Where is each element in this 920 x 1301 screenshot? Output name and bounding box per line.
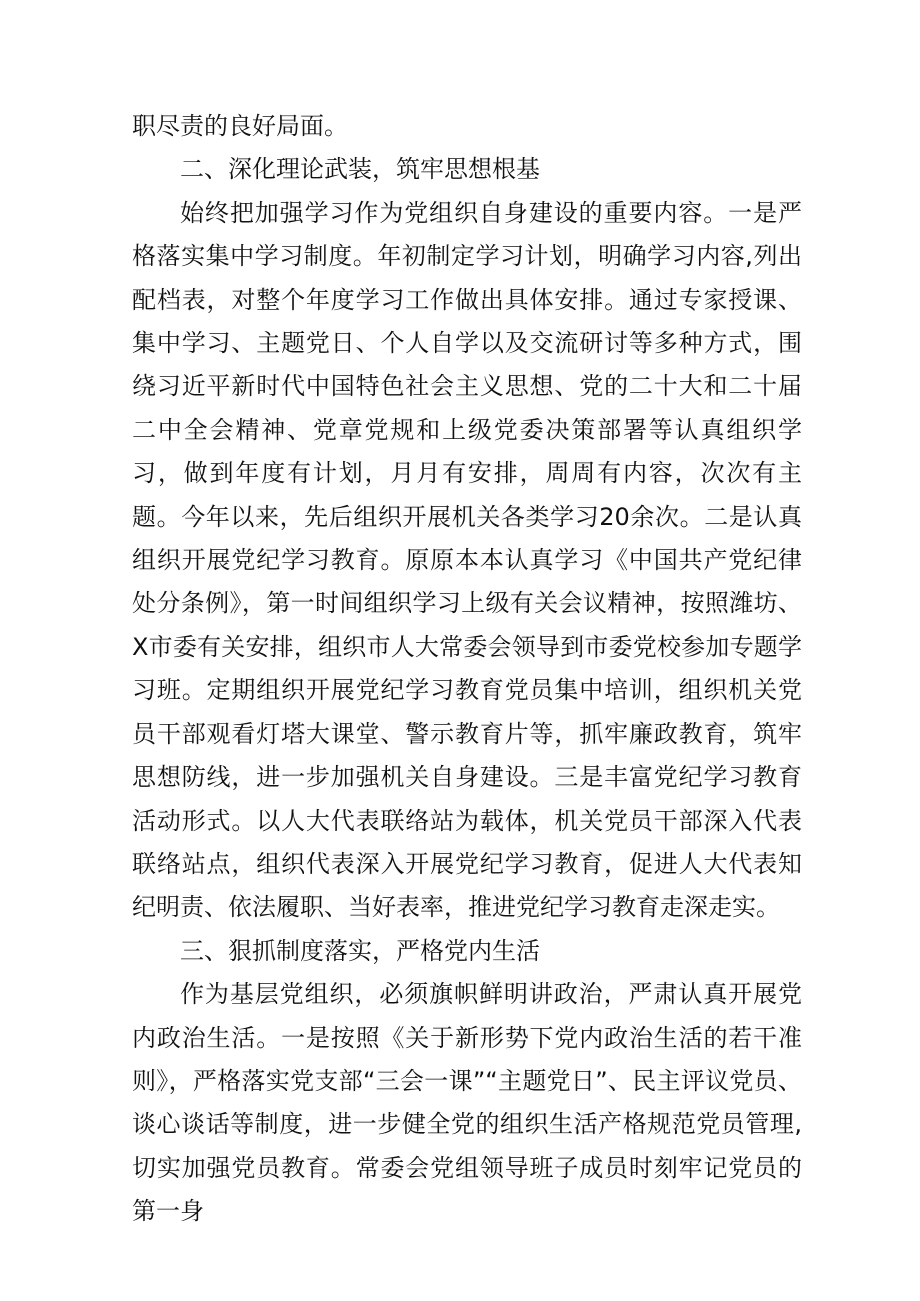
section-heading-3: 三、狠抓制度落实，严格党内生活 <box>180 936 540 965</box>
paragraph-section-3-body: 作为基层党组织，必须旗帜鲜明讲政治，严肃认真开展党内政治生活。一是按照《关于新形势下党内政治生活的若干准则》，严格落实党支部“三会一课”“主题党日”、民主评议党员、谈心谈话等制度，进一步健全党的组织生活产格规范党员管理,切实加强党员教育。常委会党组领导班子成员时刻牢记党员的第一身 <box>132 980 802 1226</box>
section-heading-2: 二、深化理论武装，筑牢思想根基 <box>180 155 540 184</box>
paragraph-continuation: 职尽责的良好局面。 <box>132 112 348 140</box>
document-page <box>132 105 802 1234</box>
paragraph-section-2-body: 始终把加强学习作为党组织自身建设的重要内容。一是严格落实集中学习制度。年初制定学习计划，明确学习内容,列出配档表，对整个年度学习工作做出具体安排。通过专家授课、集中学习、主题党日、个人自学以及交流研讨等多种方式，围绕习近平新时代中国特色社会主义思想、党的二十大和二十届二中全会精神、党章党规和上级党委决策部署等认真组织学习，做到年度有计划，月月有安排，周周有内容，次次有主题。今年以来，先后组织开展机关各类学习20余次。二是认真组织开展党纪学习教育。原原本本认真学习《中国共产党纪律处分条例》，第一时间组织学习上级有关会议精神，按照潍坊、X市委有关安排，组织市人大常委会领导到市委党校参加专题学习班。定期组织开展党纪学习教育党员集中培训，组织机关党员干部观看灯塔大课堂、警示教育片等，抓牢廉政教育，筑牢思想防线，进一步加强机关自身建设。三是丰富党纪学习教育活动形式。以人大代表联络站为载体，机关党员干部深入代表联络站点，组织代表深入开展党纪学习教育，促进人大代表知纪明责、依法履职、当好表率，推进党纪学习教育走深走实。 <box>132 198 802 922</box>
